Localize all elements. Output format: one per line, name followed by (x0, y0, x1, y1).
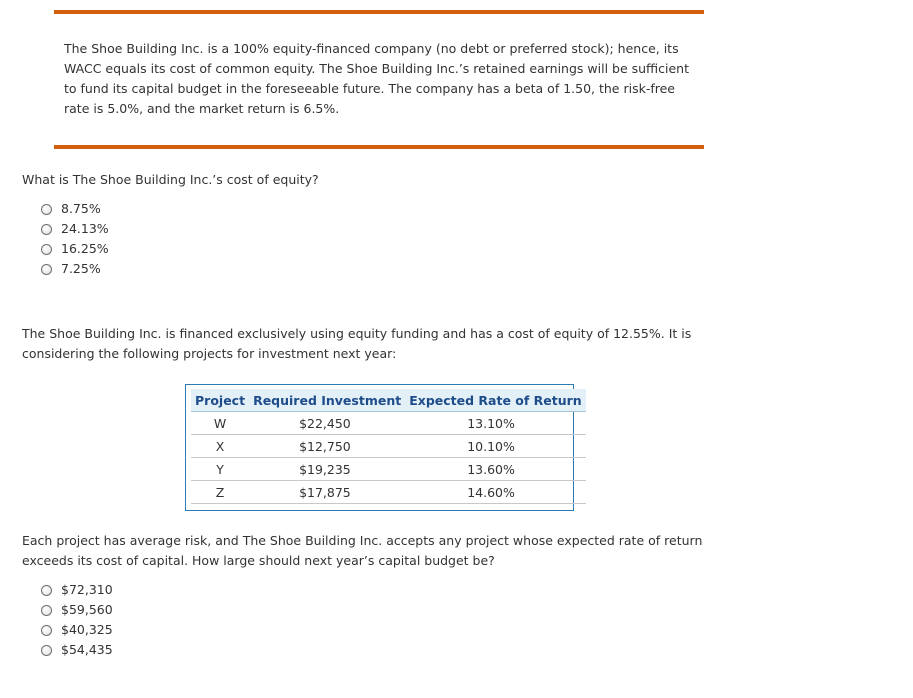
radio-button[interactable] (41, 264, 52, 275)
cell-investment: $17,875 (249, 481, 405, 504)
question-2-option[interactable] (41, 580, 113, 600)
option-label: $54,435 (61, 642, 113, 657)
option-label: 24.13% (61, 221, 109, 236)
cell-rate: 13.60% (405, 458, 585, 481)
radio-button[interactable] (41, 585, 52, 596)
cell-project: Y (191, 458, 249, 481)
header-required-investment: Required Investment (249, 389, 405, 412)
cell-project: X (191, 435, 249, 458)
cell-investment: $12,750 (249, 435, 405, 458)
radio-button[interactable] (41, 625, 52, 636)
question-2-option[interactable] (41, 620, 113, 640)
projects-table-container (185, 384, 582, 511)
table-row (191, 481, 586, 504)
question-2-option[interactable] (41, 600, 113, 620)
table-row (191, 458, 586, 481)
question-1-option[interactable] (41, 219, 109, 239)
option-label: 7.25% (61, 261, 101, 276)
question-1-options (41, 199, 109, 279)
table-row (191, 412, 586, 435)
cell-project: Z (191, 481, 249, 504)
bottom-divider (54, 145, 704, 149)
option-label: 8.75% (61, 201, 101, 216)
question-2-options (41, 580, 113, 660)
question-2-option[interactable] (41, 640, 113, 660)
option-label: $59,560 (61, 602, 113, 617)
cell-investment: $19,235 (249, 458, 405, 481)
cell-project: W (191, 412, 249, 435)
question-2-setup: The Shoe Building Inc. is financed exclusively using equity funding and has a cost of equity of 12.55%. It is considering the following projects for investment next year: (22, 326, 692, 361)
question-1-option[interactable] (41, 199, 109, 219)
radio-button[interactable] (41, 204, 52, 215)
header-expected-rate: Expected Rate of Return (405, 389, 585, 412)
table-header-row (191, 389, 586, 412)
question-1-prompt: What is The Shoe Building Inc.’s cost of equity? (22, 172, 319, 187)
question-1-option[interactable] (41, 239, 109, 259)
radio-button[interactable] (41, 605, 52, 616)
question-1-option[interactable] (41, 259, 109, 279)
cell-rate: 13.10% (405, 412, 585, 435)
cell-rate: 10.10% (405, 435, 585, 458)
projects-table (191, 389, 586, 504)
top-divider (54, 10, 704, 14)
cell-investment: $22,450 (249, 412, 405, 435)
radio-button[interactable] (41, 224, 52, 235)
option-label: 16.25% (61, 241, 109, 256)
cell-rate: 14.60% (405, 481, 585, 504)
option-label: $40,325 (61, 622, 113, 637)
question-2-prompt: Each project has average risk, and The Shoe Building Inc. accepts any project whose expected rate of return exceeds its cost of capital. How large should next year’s capital budget be? (22, 533, 703, 568)
radio-button[interactable] (41, 244, 52, 255)
table-row (191, 435, 586, 458)
option-label: $72,310 (61, 582, 113, 597)
intro-paragraph: The Shoe Building Inc. is a 100% equity-financed company (no debt or preferred stock); hence, its WACC equals its cost of common equity. The Shoe Building Inc.’s retained earnings will be sufficient to fund its capital budget in the foreseeable future. The company has a beta of 1.50, the risk-free rate is 5.0%, and the market return is 6.5%. (64, 41, 689, 116)
radio-button[interactable] (41, 645, 52, 656)
header-project: Project (191, 389, 249, 412)
